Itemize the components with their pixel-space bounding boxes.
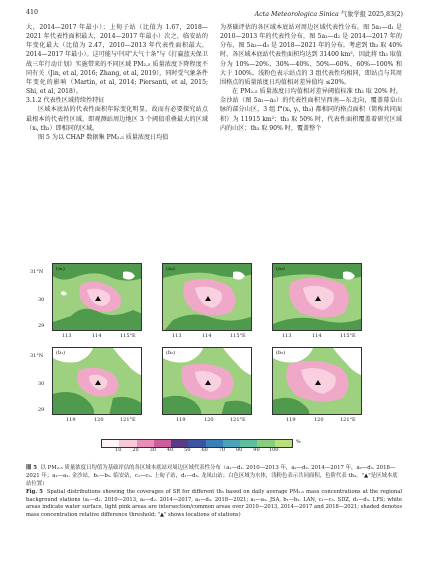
x-tick: 121°E [120, 417, 136, 423]
x-tick: 120 [94, 417, 104, 423]
colorbar-tick-label: 30 [149, 447, 156, 453]
y-tick: 31°N [30, 353, 44, 359]
map-graphic [53, 264, 142, 331]
x-tick: 119 [286, 417, 296, 423]
colorbar-tick-label: 100 [268, 447, 279, 453]
journal-name-cn: 气象学报 [340, 11, 367, 18]
map-graphic [273, 264, 362, 331]
caption-text: 以 PM₂.₅ 质量浓度日均值为基础评估的各区域本底站对周边区域代表性分布（a₁—d₁. 2010—2013 年，a₂—d₂. 2014—2017 年，a₃—d₃. 2018—2021 年；a₁—a₃. 金沙站，b₁—b₃. 临安站，c₁—c₃. 上甸子站，d₁—d₃. 龙凤山站；白色区域为水体，浅粉色表示共同面积，色阶代表 th₃，"▲"是区域本底站位置） [26, 465, 398, 487]
figure-number: 图 5 [26, 465, 38, 471]
paragraph: 在 PM₂.₅ 质量浓度日均值相对差异阈值标准 th₃ 取 20% 时，金沙站（图 5a₁—a₃）的代表性面积呈西南—东北向，覆盖幕阜山脉的部分山区，3 组 f°(xᵢ, yᵢ, th₃) 都相同的格点面积（简称共同面积）为 11915 km²；th₃ 取 50% 时，代表性面积覆盖着研究区域内的山区；th₃ 取 90% 时，覆盖整个 [220, 88, 402, 132]
colorbar-swatch [137, 440, 154, 447]
colorbar-swatch [206, 440, 223, 447]
page-number: 410 [26, 9, 39, 16]
x-tick: 119 [176, 417, 186, 423]
y-tick: 31°N [30, 269, 44, 275]
colorbar-tick-label: 80 [235, 447, 243, 453]
colorbar-tick-label: 10 [115, 447, 122, 453]
map-panel-a1 [52, 263, 142, 331]
x-tick: 115°E [340, 333, 356, 339]
colorbar-swatch [188, 440, 205, 447]
journal-name: Acta Meteorologica Sinica [254, 11, 339, 18]
y-tick: 29 [38, 407, 45, 413]
x-tick: 113 [62, 333, 72, 339]
colorbar-unit: % [296, 439, 301, 445]
colorbar-tick-label: 70 [218, 447, 226, 453]
panel-label: (b₂) [166, 350, 176, 356]
figure-caption-en [26, 489, 402, 519]
y-tick: 30 [38, 381, 45, 387]
map-panel-b2 [162, 347, 252, 415]
panel-label: (b₃) [276, 350, 286, 356]
colorbar-swatch [119, 440, 136, 447]
map-panel-b3 [272, 347, 362, 415]
y-tick: 29 [38, 323, 45, 329]
x-tick: 114 [312, 333, 322, 339]
x-tick: 113 [282, 333, 292, 339]
colorbar-swatch [171, 440, 188, 447]
panel-label: (a₃) [276, 266, 285, 272]
journal-issue: 2025,83(2) [368, 11, 403, 18]
figure-caption-cn [26, 464, 402, 488]
right-column [220, 23, 402, 133]
x-tick: 120 [314, 417, 324, 423]
panel-label: (a₂) [166, 266, 175, 272]
paragraph: 为基础评估的各区域本底站对周边区域代表性分布。图 5a₁—d₁ 是 2010—2013 年的代表性分布，图 5a₂—d₂ 是 2014—2017 年的分布，图 5a₃—d₃ 是 2018—2021 年的分布。考虑到 th₃ 取 40% 时，各区域本底站代表性面积均达到 31400 km²，因此将 th₃ 取值分为 10%—20%、30%—40%、50%—60%、60%—100% 和大于 100%。浅粉色表示站点的 3 组代表性均相同，即站点与其周围格点的质量浓度日均值相对差异值均 ≤20%。 [220, 24, 402, 86]
colorbar-tick-label: 20 [132, 447, 139, 453]
x-tick: 121°E [230, 417, 246, 423]
x-tick: 114 [92, 333, 102, 339]
map-panel-a2 [162, 263, 252, 331]
x-tick: 114 [202, 333, 212, 339]
colorbar-swatch [240, 440, 257, 447]
x-tick: 113 [172, 333, 182, 339]
colorbar [101, 439, 293, 448]
panel-label: (a₁) [56, 266, 65, 272]
paragraph: 图 5 为以 CHAP 数据集 PM₂.₅ 质量浓度日均值 [38, 133, 169, 141]
colorbar-tick-label: 50 [184, 447, 191, 453]
paragraph: 区域本底站的代表性面积年际变化明显，故而有必要探究站点最根本的代表性区域，即观测站周边地区 3 个阈值重叠最大的区域（xᵢ, th₃）即相同的区域。 [26, 106, 208, 132]
map-panel-a3 [272, 263, 362, 331]
map-panel-b1 [52, 347, 142, 415]
caption-text: Spatial distributions showing the coverages of SR for different th₃ based on daily average PM₂.₅ mass concentrations at the regional background stations (a₁—d₁. 2010—2013, a₂—d₂. 2014—2017, a₃—d₃. 2018—2021; a₁—a₃. JSA, b₁—b₃. LAN, c₁—c₃. SDZ, d₁—d₃. LFS; white areas indicate water surface, light pink areas are intersection/common areas over 2010—2013, 2014—2017 and 2018—2021; shaded denotes mass concentration relative difference threshold; "▲" shows locations of stations) [26, 489, 402, 518]
map-graphic [163, 264, 252, 331]
x-tick: 120 [204, 417, 214, 423]
colorbar-swatch [275, 440, 292, 447]
x-tick: 115°E [230, 333, 246, 339]
x-tick: 121°E [340, 417, 356, 423]
paragraph: 大，2014—2017 年最小）；上甸子站（比值为 1.67，2018—2021 年代表性面积最大，2014—2017 年最小）次之，临安站的年变化最大（比值为 2.47，2010—2013 年代表性面积最大，2014—2017 年最小）。这可能与中国"大气十条"与《打赢蓝天保卫战三年行动计划》实施带来的不同区域 PM₂.₅ 质量浓度下降程度不同有关（Jin, et al, 2016; Zhang, et al, 2019），同时受气象条件年变化的影响（Martin, et al, 2014; Piersanti, et al, 2015; Shi, et al, 2018）。 [26, 24, 208, 96]
map-graphic [163, 348, 252, 415]
x-tick: 115°E [120, 333, 136, 339]
map-graphic [53, 348, 142, 415]
section-heading: 3.1.2 代表性区域持续性特征 [26, 97, 105, 105]
y-tick: 30 [38, 297, 45, 303]
figure-number: Fig. 5 [26, 489, 43, 495]
running-header [255, 9, 403, 18]
colorbar-swatch [257, 440, 274, 447]
figure-maps [0, 263, 427, 438]
colorbar-tick-label: 60 [201, 447, 208, 453]
colorbar-tick-label: 40 [166, 447, 174, 453]
colorbar-swatch [102, 440, 119, 447]
panel-label: (b₁) [56, 350, 66, 356]
colorbar-swatch [223, 440, 240, 447]
colorbar-tick-label: 90 [253, 447, 260, 453]
x-tick: 119 [66, 417, 76, 423]
map-graphic [273, 348, 362, 415]
colorbar-swatch [154, 440, 171, 447]
left-column [26, 23, 208, 142]
